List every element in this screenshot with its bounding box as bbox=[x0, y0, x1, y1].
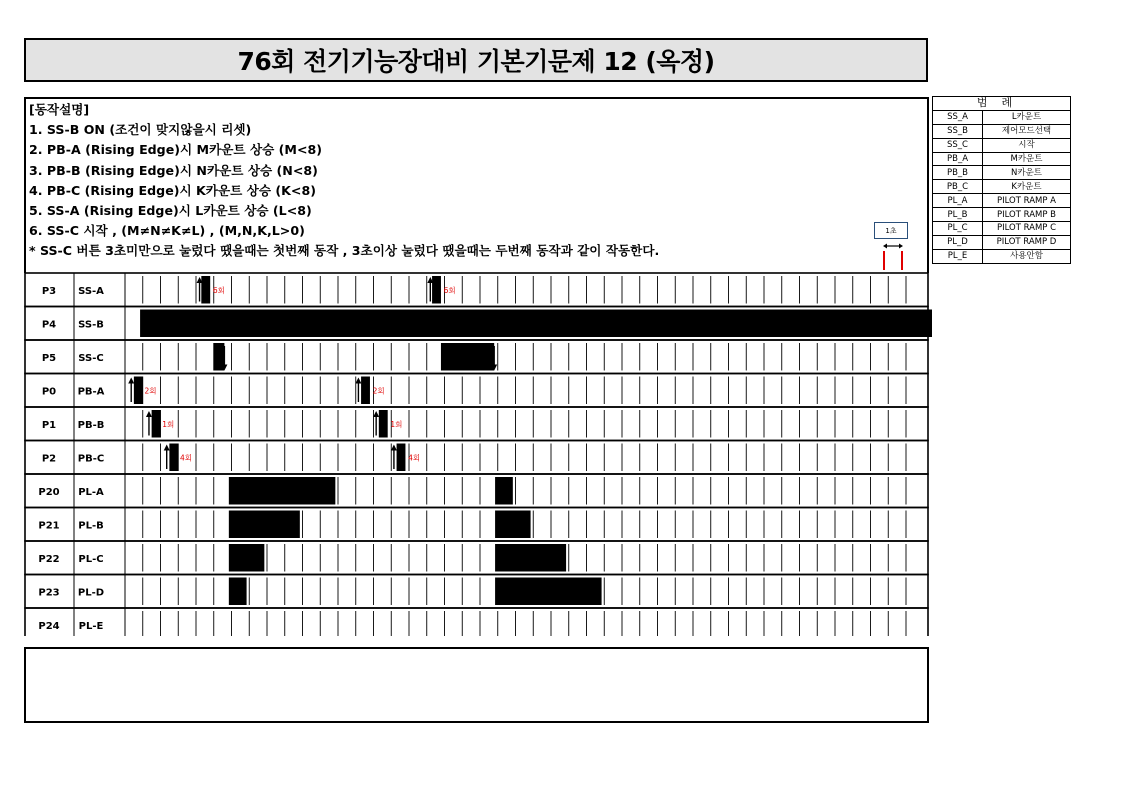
timing-signal-label: SS-B bbox=[78, 319, 104, 331]
timing-chart bbox=[24, 270, 932, 636]
timing-port-label: P0 bbox=[41, 386, 57, 398]
rising-edge-arrow-icon bbox=[373, 411, 379, 417]
description-line-3: 3. PB-B (Rising Edge)시 N카운트 상승 (N<8) bbox=[29, 162, 318, 178]
timing-signal-label: SS-C bbox=[78, 352, 104, 364]
legend-value: K카운트 bbox=[983, 180, 1071, 194]
timing-pulse bbox=[169, 444, 178, 472]
timing-pulse bbox=[397, 444, 406, 472]
timing-pulse bbox=[495, 544, 566, 572]
legend-key: PL_E bbox=[933, 249, 983, 263]
legend-value: N카운트 bbox=[983, 166, 1071, 180]
one-second-arrowhead-right bbox=[899, 244, 903, 249]
timing-pulse bbox=[495, 511, 531, 539]
description-heading: [동작설명] bbox=[29, 102, 90, 117]
timing-pulse bbox=[229, 477, 336, 505]
one-second-marker bbox=[876, 240, 910, 272]
legend-key: PB_A bbox=[933, 152, 983, 166]
timing-pulse bbox=[441, 343, 494, 371]
timing-signal-label: PB-B bbox=[77, 419, 105, 431]
timing-signal-label: PL-E bbox=[78, 620, 104, 632]
rising-edge-arrow-icon bbox=[128, 378, 134, 384]
legend-key: SS_A bbox=[933, 110, 983, 124]
timing-pulse bbox=[229, 578, 247, 606]
description-note: * SS-C 버튼 3초미만으로 눌렀다 땠을때는 첫번째 동작 , 3초이상 눌렀다 땠을때는 두번째 동작과 같이 작동한다. bbox=[29, 243, 660, 259]
legend-key: PB_B bbox=[933, 166, 983, 180]
legend-value: L카운트 bbox=[983, 110, 1071, 124]
timing-pulse bbox=[379, 410, 388, 438]
timing-pulse bbox=[229, 544, 265, 572]
legend-table bbox=[932, 96, 1071, 264]
count-label: 4회 bbox=[408, 453, 421, 463]
one-second-arrowhead-left bbox=[883, 244, 887, 249]
legend-header: 범례 bbox=[933, 97, 1071, 111]
notes-box bbox=[24, 647, 929, 723]
timing-signal-label: PL-D bbox=[77, 587, 105, 599]
legend-value: 제어모드선택 bbox=[983, 124, 1071, 138]
legend-value: PILOT RAMP D bbox=[983, 235, 1071, 249]
description-line-2: 2. PB-A (Rising Edge)시 M카운트 상승 (M<8) bbox=[29, 142, 323, 158]
timing-pulse bbox=[495, 578, 602, 606]
legend-key: SS_B bbox=[933, 124, 983, 138]
timing-pulse bbox=[140, 310, 932, 338]
timing-pulse bbox=[432, 276, 441, 304]
timing-signal-label: PB-C bbox=[77, 453, 105, 465]
count-label: 2회 bbox=[144, 386, 157, 396]
legend-value: 시작 bbox=[983, 138, 1071, 152]
one-second-label: 1초 bbox=[874, 222, 908, 239]
legend-key: PL_D bbox=[933, 235, 983, 249]
timing-port-label: P2 bbox=[41, 453, 57, 465]
legend-key: SS_C bbox=[933, 138, 983, 152]
timing-pulse bbox=[361, 377, 370, 405]
legend-key: PL_C bbox=[933, 222, 983, 236]
count-label: 1회 bbox=[390, 419, 403, 429]
count-label: 1회 bbox=[162, 419, 175, 429]
description-line-4: 4. PB-C (Rising Edge)시 K카운트 상승 (K<8) bbox=[29, 182, 316, 198]
legend-value: PILOT RAMP B bbox=[983, 208, 1071, 222]
timing-signal-label: PL-B bbox=[78, 520, 104, 532]
rising-edge-arrow-icon bbox=[164, 445, 170, 451]
legend-value: 사용안함 bbox=[983, 249, 1071, 263]
timing-port-label: P5 bbox=[41, 352, 57, 364]
description-line-6: 6. SS-C 시작 , (M≠N≠K≠L) , (M,N,K,L>0) bbox=[29, 223, 305, 239]
timing-port-label: P3 bbox=[41, 285, 57, 297]
timing-port-label: P1 bbox=[41, 419, 57, 431]
timing-pulse bbox=[495, 477, 513, 505]
timing-signal-label: SS-A bbox=[78, 285, 104, 297]
timing-port-label: P20 bbox=[38, 486, 60, 498]
legend-value: PILOT RAMP A bbox=[983, 194, 1071, 208]
timing-port-label: P21 bbox=[38, 520, 60, 532]
timing-pulse bbox=[152, 410, 161, 438]
count-label: 6회 bbox=[212, 285, 225, 295]
timing-port-label: P24 bbox=[38, 620, 60, 632]
description-line-5: 5. SS-A (Rising Edge)시 L카운트 상승 (L<8) bbox=[29, 203, 312, 219]
description-box bbox=[24, 97, 929, 273]
timing-pulse bbox=[201, 276, 210, 304]
timing-signal-label: PB-A bbox=[77, 386, 105, 398]
legend-key: PB_C bbox=[933, 180, 983, 194]
timing-port-label: P23 bbox=[38, 587, 60, 599]
timing-port-label: P22 bbox=[38, 553, 60, 565]
description-line-1: 1. SS-B ON (조건이 맞지않을시 리셋) bbox=[29, 122, 252, 138]
timing-signal-label: PL-A bbox=[78, 486, 104, 498]
count-label: 4회 bbox=[180, 453, 193, 463]
rising-edge-arrow-icon bbox=[146, 411, 152, 417]
legend-key: PL_B bbox=[933, 208, 983, 222]
rising-edge-arrow-icon bbox=[391, 445, 397, 451]
rising-edge-arrow-icon bbox=[355, 378, 361, 384]
legend-value: PILOT RAMP C bbox=[983, 222, 1071, 236]
timing-pulse bbox=[229, 511, 300, 539]
timing-port-label: P4 bbox=[41, 319, 57, 331]
page-title: 76회 전기기능장대비 기본기문제 12 (옥정) bbox=[24, 38, 928, 82]
count-label: 2회 bbox=[372, 386, 385, 396]
legend-key: PL_A bbox=[933, 194, 983, 208]
timing-pulse bbox=[134, 377, 143, 405]
count-label: 6회 bbox=[443, 285, 456, 295]
legend-value: M카운트 bbox=[983, 152, 1071, 166]
timing-signal-label: PL-C bbox=[78, 553, 104, 565]
